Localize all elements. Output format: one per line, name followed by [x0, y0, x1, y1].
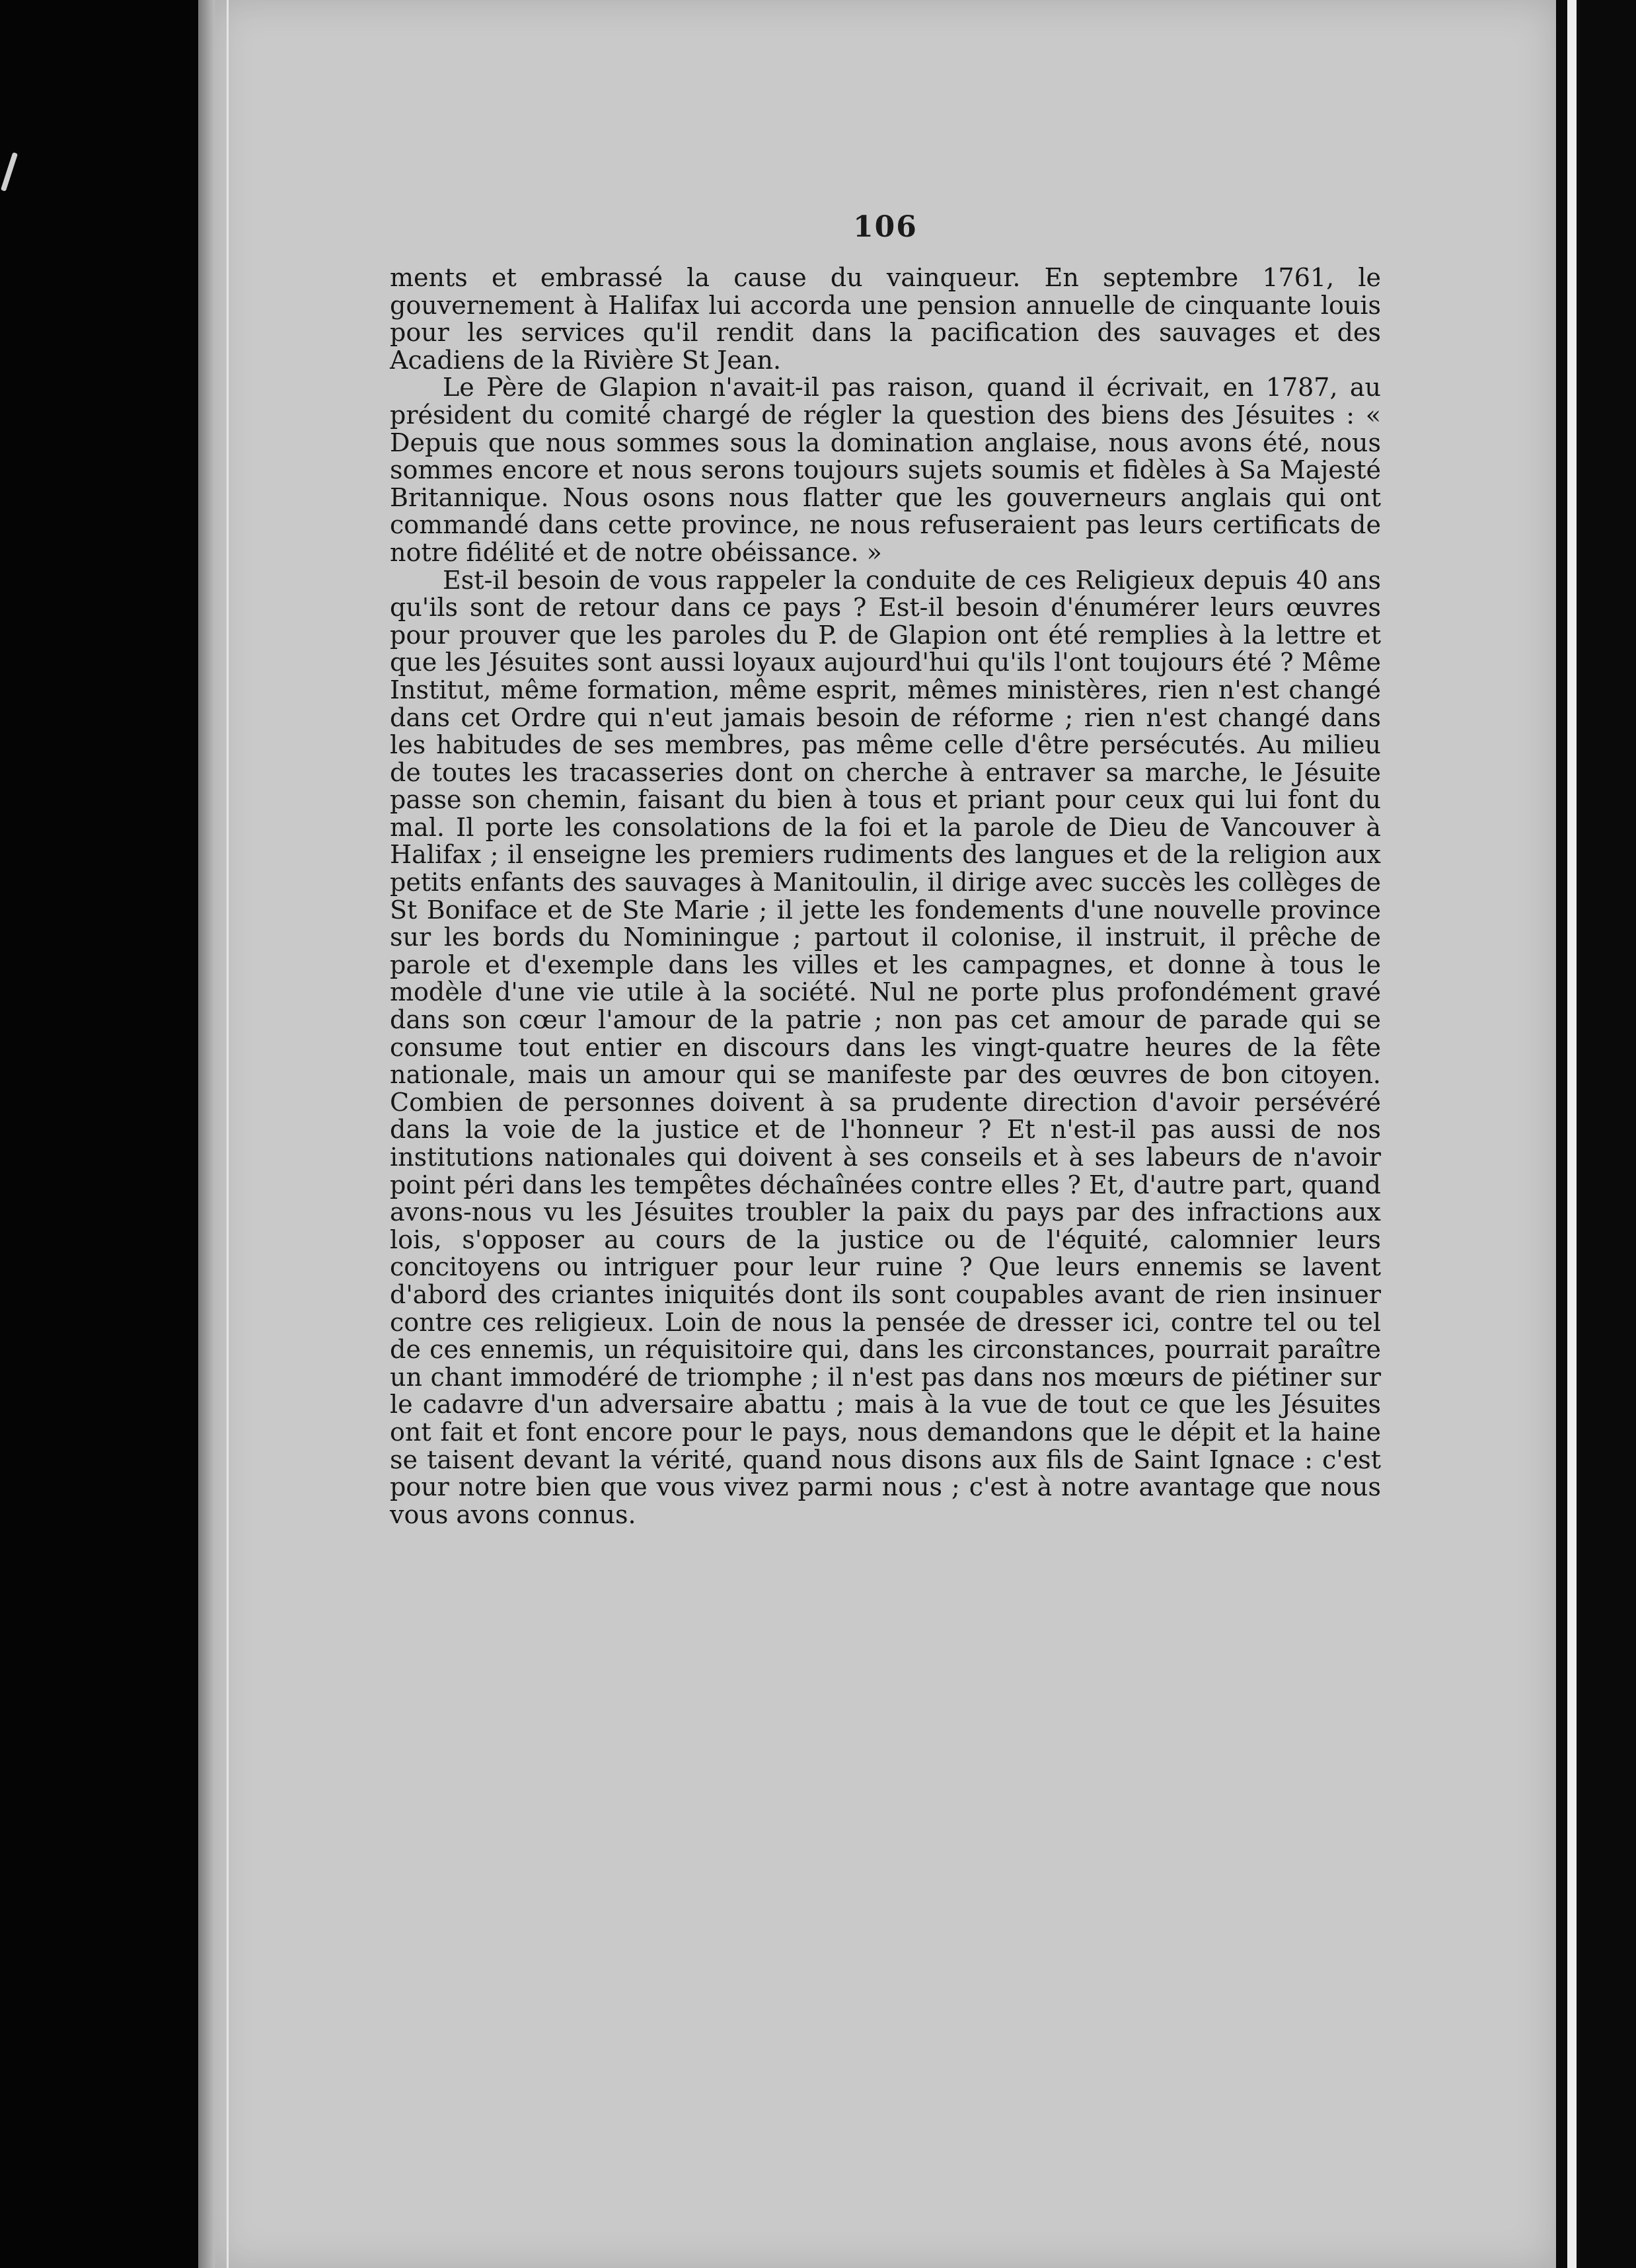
paragraph-2: Le Père de Glapion n'avait-il pas raison, quand il écrivait, en 1787, au président du comité chargé de régler la question des biens des Jésuites : « Depuis que nous sommes sous la domination anglaise, nous avons été, nous sommes encore et nous serons toujours sujets soumis et fidèles à Sa Majesté Britannique. Nous osons nous flatter que les gouverneurs anglais qui ont commandé dans cette province, ne nous refuseraient pas leurs certificats de notre fidélité et de notre obéissance. » — [390, 373, 1381, 567]
scan-border-left — [0, 0, 198, 2268]
scan-edge-bar — [1567, 0, 1577, 2268]
paragraph-3: Est-il besoin de vous rappeler la conduite de ces Religieux depuis 40 ans qu'ils sont de retour dans ce pays ? Est-il besoin d'énumérer leurs œuvres pour prouver que les paroles du P. de Glapion ont été remplies à la lettre et que les Jésuites sont aussi loyaux aujourd'hui qu'ils l'ont toujours été ? Même Institut, même formation, même esprit, mêmes ministères, rien n'est changé dans cet Ordre qui n'eut jamais besoin de réforme ; rien n'est changé dans les habitudes de ses membres, pas même celle d'être persécutés. Au milieu de toutes les tracasseries dont on cherche à entraver sa marche, le Jésuite passe son chemin, faisant du bien à tous et priant pour ceux qui lui font du mal. Il porte les consolations de la foi et la parole de Dieu de Vancouver à Halifax ; il enseigne les premiers rudiments des langues et de la religion aux petits enfants des sauvages à Manitoulin, il dirige avec succès les collèges de St Boniface et de Ste Marie ; il jette les fondements d'une nouvelle province sur les bords du Nominingue ; partout il colonise, il instruit, il prêche de parole et d'exemple dans les villes et les campagnes, et donne à tous le modèle d'une vie utile à la société. Nul ne porte plus profondément gravé dans son cœur l'amour de la patrie ; non pas cet amour de parade qui se consume tout entier en discours dans les vingt-quatre heures de la fête nationale, mais un amour qui se manifeste par des œuvres de bon citoyen. Combien de personnes doivent à sa prudente direction d'avoir persévéré dans la voie de la justice et de l'honneur ? Et n'est-il pas aussi de nos institutions nationales qui doivent à ses conseils et à ses labeurs de n'avoir point péri dans les tempêtes déchaînées contre elles ? Et, d'autre part, quand avons-nous vu les Jésuites troubler la paix du pays par des infractions aux lois, s'opposer au cours de la justice ou de l'équité, calomnier leurs concitoyens ou intriguer pour leur ruine ? Que leurs ennemis se lavent d'abord des criantes iniquités dont ils sont coupables avant de rien insinuer contre ces religieux. Loin de nous la pensée de dresser ici, contre tel ou tel de ces ennemis, un réquisitoire qui, dans les circonstances, pourrait paraître un chant immodéré de triomphe ; il n'est pas dans nos mœurs de piétiner sur le cadavre d'un adversaire abattu ; mais à la vue de tout ce que les Jésuites ont fait et font encore pour le pays, nous demandons que le dépit et la haine se taisent devant la vérité, quand nous disons aux fils de Saint Ignace : c'est pour notre bien que vous vivez parmi nous ; c'est à notre avantage que nous vous avons connus. — [390, 565, 1381, 1529]
body-text — [390, 264, 1381, 1529]
page-gutter-line — [227, 0, 229, 2268]
page-number: 106 — [853, 210, 918, 244]
paragraph-1: ments et embrassé la cause du vainqueur. En septembre 1761, le gouvernement à Halifax lui accorda une pension annuelle de cinquante louis pour les services qu'il rendit dans la pacification des sauvages et des Acadiens de la Rivière St Jean. — [390, 263, 1381, 375]
document-page — [215, 0, 1556, 2268]
page-edge — [198, 0, 215, 2268]
scan-mark — [1, 152, 18, 192]
